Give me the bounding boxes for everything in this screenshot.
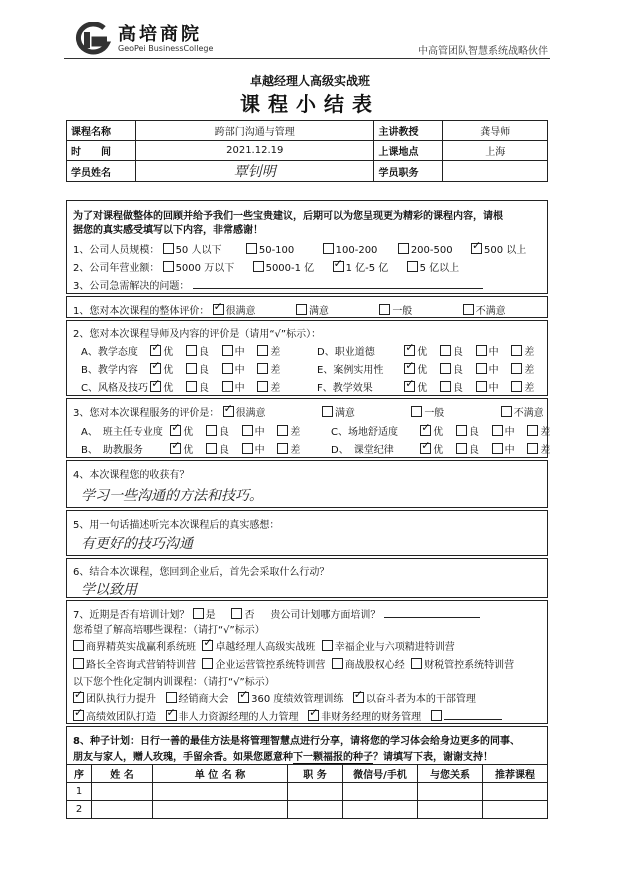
tagline: 中高管团队智慧系统战略伙伴 bbox=[418, 46, 548, 57]
s6-answer[interactable]: 学以致用 bbox=[81, 582, 137, 598]
student-value[interactable]: 覃钊明 bbox=[136, 161, 374, 182]
s7-custom-row-1 bbox=[73, 690, 476, 705]
s2-row-D bbox=[317, 343, 534, 358]
s2-E-grade-3-label: 中 bbox=[488, 365, 499, 376]
s2-F-grade-2-label: 良 bbox=[452, 383, 463, 394]
s3-checkbox-3[interactable] bbox=[411, 406, 422, 417]
s2-F-grade-3[interactable] bbox=[476, 381, 487, 392]
s3-D-grade-3-label: 中 bbox=[504, 445, 515, 456]
s2-item-A: A、教学态度 bbox=[81, 347, 138, 358]
seed-cell[interactable] bbox=[153, 801, 288, 819]
section-1-box bbox=[66, 296, 548, 318]
seed-cell[interactable] bbox=[92, 783, 153, 801]
section-8-box bbox=[66, 726, 548, 764]
s2-label: 2、您对本次课程导师及内容的评价是（请用“√”标示）： bbox=[73, 329, 322, 340]
student-label: 学员姓名 bbox=[67, 161, 136, 182]
s7-which-label: 贵公司计划哪方面培训？ bbox=[270, 610, 381, 621]
custom-2-checkbox[interactable] bbox=[166, 692, 177, 703]
s3-checkbox-2[interactable] bbox=[322, 406, 333, 417]
teacher-label: 主讲教授 bbox=[374, 121, 443, 141]
s2-C-grade-3-label: 中 bbox=[234, 383, 245, 394]
s2-B-grade-4[interactable] bbox=[257, 363, 268, 374]
s3-C-grade-2-label: 良 bbox=[468, 427, 479, 438]
s1-checkbox-2[interactable] bbox=[296, 304, 307, 315]
s2-D-grade-4-label: 差 bbox=[524, 347, 535, 358]
s3-option-2: 满意 bbox=[334, 408, 355, 419]
s1-label: 1、您对本次课程的整体评价： bbox=[73, 306, 210, 317]
s2-E-grade-2-label: 良 bbox=[452, 365, 463, 376]
s3-row-C bbox=[331, 423, 550, 438]
table-row bbox=[67, 801, 548, 819]
teacher-value[interactable]: 龚导师 bbox=[443, 121, 548, 141]
intro-text-2: 据您的真实感受填写以下内容，非常感谢！ bbox=[73, 225, 263, 236]
seed-cell[interactable] bbox=[288, 801, 343, 819]
s2-row-A bbox=[81, 343, 280, 358]
s3-C-grade-2[interactable] bbox=[456, 425, 467, 436]
s7-custom-row-2 bbox=[73, 708, 502, 723]
custom-7-checkbox[interactable] bbox=[308, 710, 319, 721]
s2-row-F bbox=[317, 379, 534, 394]
s3-D-grade-4-label: 差 bbox=[540, 445, 551, 456]
s2-F-grade-2[interactable] bbox=[440, 381, 451, 392]
s2-F-grade-4[interactable] bbox=[511, 381, 522, 392]
s2-B-grade-4-label: 差 bbox=[270, 365, 281, 376]
logo-english-name: GeoPei BusinessCollege bbox=[118, 44, 214, 53]
s7-no-checkbox[interactable] bbox=[231, 608, 242, 619]
q2-option-1: 5000 万以下 bbox=[175, 263, 235, 274]
s2-B-grade-2[interactable] bbox=[186, 363, 197, 374]
s8-text-2b: 下一颗福报的种子 bbox=[293, 752, 373, 763]
s7-which-answer-line[interactable] bbox=[384, 617, 480, 618]
s2-row-B bbox=[81, 361, 280, 376]
s3-B-grade-2-label: 良 bbox=[218, 445, 229, 456]
course-6-label: 商战股权心经 bbox=[344, 660, 405, 671]
seed-col-relation: 与您关系 bbox=[418, 765, 483, 783]
s8-text-1: 8、种子计划：日行一善的最佳方法是将管理智慧点进行分享，请将您的学习体会给身边更多的同事、 bbox=[73, 736, 520, 747]
s5-answer[interactable]: 有更好的技巧沟通 bbox=[81, 536, 193, 552]
logo-chinese-name: 高培商院 bbox=[118, 24, 202, 45]
course-title: 卓越经理人高级实战班 bbox=[249, 74, 370, 88]
q1-checkbox-5[interactable] bbox=[471, 243, 482, 254]
seed-cell[interactable] bbox=[418, 783, 483, 801]
s7-courses-row-1 bbox=[73, 638, 455, 653]
custom-5-label: 高绩效团队打造 bbox=[86, 712, 156, 723]
custom-5-checkbox[interactable] bbox=[73, 710, 84, 721]
s3-A-grade-1-label: 优 bbox=[183, 427, 194, 438]
q3-label: 3、公司急需解决的问题： bbox=[73, 281, 190, 292]
custom-3-label: 360 度绩效管理训练 bbox=[251, 694, 344, 705]
s8-text-2 bbox=[73, 748, 493, 763]
custom-7-label: 非财务经理的财务管理 bbox=[321, 712, 422, 723]
seed-cell[interactable] bbox=[483, 801, 548, 819]
s3-C-grade-1-label: 优 bbox=[433, 427, 444, 438]
seed-col-name: 姓 名 bbox=[92, 765, 153, 783]
s2-B-grade-1-label: 优 bbox=[163, 365, 174, 376]
custom-8-checkbox[interactable] bbox=[431, 710, 442, 721]
s3-D-grade-1-label: 优 bbox=[433, 445, 444, 456]
s3-C-grade-4-label: 差 bbox=[540, 427, 551, 438]
s8-text-2a: 朋友与家人，赠人玫瑰，手留余香。如果您愿意种 bbox=[73, 752, 293, 763]
s7-courses-row-2 bbox=[73, 656, 514, 671]
s2-item-F: F、教学效果 bbox=[317, 383, 373, 394]
s3-D-grade-1[interactable] bbox=[420, 443, 431, 454]
s3-B-grade-3-label: 中 bbox=[254, 445, 265, 456]
info-table bbox=[66, 120, 548, 182]
s7-yes-checkbox[interactable] bbox=[193, 608, 204, 619]
q1-checkbox-4[interactable] bbox=[398, 243, 409, 254]
s3-row bbox=[73, 404, 544, 419]
seed-col-course: 推荐课程 bbox=[483, 765, 548, 783]
s3-B-grade-4-label: 差 bbox=[290, 445, 301, 456]
s3-B-grade-4[interactable] bbox=[277, 443, 288, 454]
custom-8-answer-line[interactable] bbox=[444, 719, 502, 720]
s3-checkbox-1[interactable] bbox=[223, 406, 234, 417]
intro-box bbox=[66, 200, 548, 294]
s3-option-4: 不满意 bbox=[513, 408, 544, 419]
s2-item-B: B、教学内容 bbox=[81, 365, 138, 376]
section-7-box bbox=[66, 600, 548, 724]
s2-E-grade-4-label: 差 bbox=[524, 365, 535, 376]
s2-item-E: E、案例实用性 bbox=[317, 365, 384, 376]
custom-2-label: 经销商大会 bbox=[178, 694, 229, 705]
q1-label: 1、公司人员规模： bbox=[73, 245, 160, 256]
section-4-box bbox=[66, 460, 548, 508]
seed-cell[interactable] bbox=[343, 783, 418, 801]
course-name-label: 课程名称 bbox=[67, 121, 136, 141]
s3-checkbox-4[interactable] bbox=[501, 406, 512, 417]
s3-row-B bbox=[81, 441, 300, 456]
section-3-box bbox=[66, 398, 551, 458]
place-value[interactable]: 上海 bbox=[443, 141, 548, 161]
s2-E-grade-3[interactable] bbox=[476, 363, 487, 374]
q1-checkbox-2[interactable] bbox=[246, 243, 257, 254]
s2-C-grade-2[interactable] bbox=[186, 381, 197, 392]
q1-option-2: 50-100 bbox=[258, 245, 295, 256]
s2-E-grade-1-label: 优 bbox=[417, 365, 428, 376]
custom-6-label: 非人力资源经理的人力管理 bbox=[178, 712, 299, 723]
s3-C-grade-1[interactable] bbox=[420, 425, 431, 436]
s3-A-grade-1[interactable] bbox=[170, 425, 181, 436]
course-4-checkbox[interactable] bbox=[73, 658, 84, 669]
s2-D-grade-1-label: 优 bbox=[417, 347, 428, 358]
s2-row-C bbox=[81, 379, 280, 394]
s2-C-grade-3[interactable] bbox=[222, 381, 233, 392]
s2-A-grade-3-label: 中 bbox=[234, 347, 245, 358]
s3-D-grade-2-label: 良 bbox=[468, 445, 479, 456]
course-4-label: 路长全咨询式营销特训营 bbox=[86, 660, 196, 671]
s3-C-grade-3[interactable] bbox=[492, 425, 503, 436]
q2-option-4: 5 亿以上 bbox=[419, 263, 460, 274]
course-5-checkbox[interactable] bbox=[202, 658, 213, 669]
time-label: 时 间 bbox=[67, 141, 136, 161]
s2-B-grade-3-label: 中 bbox=[234, 365, 245, 376]
s2-E-grade-1[interactable] bbox=[404, 363, 415, 374]
s3-A-grade-4-label: 差 bbox=[290, 427, 301, 438]
s3-label: 3、您对本次课程服务的评价是： bbox=[73, 408, 220, 419]
seed-col-contact: 微信号/手机 bbox=[343, 765, 418, 783]
seed-cell[interactable] bbox=[288, 783, 343, 801]
s7-yes-label: 是 bbox=[205, 610, 216, 621]
section-6-box bbox=[66, 558, 548, 598]
s2-A-grade-4[interactable] bbox=[257, 345, 268, 356]
q1-option-5: 500 以上 bbox=[483, 245, 527, 256]
q2-option-3: 1 亿-5 亿 bbox=[345, 263, 389, 274]
course-1-label: 商界精英实战赢利系统班 bbox=[86, 642, 196, 653]
q1-row bbox=[73, 241, 526, 256]
q2-checkbox-4[interactable] bbox=[407, 261, 418, 272]
s2-C-grade-4[interactable] bbox=[257, 381, 268, 392]
s3-B-grade-2[interactable] bbox=[206, 443, 217, 454]
s2-D-grade-3-label: 中 bbox=[488, 347, 499, 358]
s3-B-grade-1[interactable] bbox=[170, 443, 181, 454]
s3-row-D bbox=[331, 441, 550, 456]
s2-A-grade-2-label: 良 bbox=[198, 347, 209, 358]
q2-row bbox=[73, 259, 459, 274]
header-divider bbox=[64, 58, 550, 59]
s1-checkbox-4[interactable] bbox=[463, 304, 474, 315]
place-label: 上课地点 bbox=[374, 141, 443, 161]
s2-C-grade-4-label: 差 bbox=[270, 383, 281, 394]
s3-C-grade-3-label: 中 bbox=[504, 427, 515, 438]
s3-item-C: C、场地舒适度 bbox=[331, 427, 398, 438]
q1-option-4: 200-500 bbox=[410, 245, 453, 256]
logo bbox=[74, 20, 234, 60]
s7-sub2: 以下您个性化定制内训课程：（请打“√”标示） bbox=[73, 677, 275, 688]
s2-C-grade-1-label: 优 bbox=[163, 383, 174, 394]
s3-A-grade-2-label: 良 bbox=[218, 427, 229, 438]
q2-option-2: 5000-1 亿 bbox=[265, 263, 315, 274]
s8-text-2c: ？请填写下表，谢谢支持！ bbox=[373, 752, 493, 763]
q2-checkbox-1[interactable] bbox=[163, 261, 174, 272]
seed-row-number: 2 bbox=[67, 801, 92, 819]
s3-item-A: A、 班主任专业度 bbox=[81, 427, 163, 438]
intro-text-1: 为了对课程做整体的回顾并给予我们一些宝贵建议，后期可以为您呈现更为精彩的课程内容，请根 bbox=[73, 211, 503, 222]
s2-C-grade-2-label: 良 bbox=[198, 383, 209, 394]
q3-answer-line[interactable] bbox=[193, 288, 483, 289]
s2-D-grade-1[interactable] bbox=[404, 345, 415, 356]
page-title: 课程小结表 bbox=[240, 92, 380, 116]
time-value[interactable]: 2021.12.19 bbox=[136, 141, 374, 161]
custom-3-checkbox[interactable] bbox=[238, 692, 249, 703]
course-2-label: 卓越经理人高级实战班 bbox=[215, 642, 316, 653]
s2-E-grade-4[interactable] bbox=[511, 363, 522, 374]
position-label: 学员职务 bbox=[374, 161, 443, 182]
seed-cell[interactable] bbox=[418, 801, 483, 819]
course-3-label: 幸福企业与六项精进特训营 bbox=[334, 642, 455, 653]
q1-checkbox-1[interactable] bbox=[163, 243, 174, 254]
s3-row-A bbox=[81, 423, 300, 438]
s3-A-grade-4[interactable] bbox=[277, 425, 288, 436]
q2-label: 2、公司年营业额： bbox=[73, 263, 160, 274]
custom-4-checkbox[interactable] bbox=[353, 692, 364, 703]
seed-plan-table bbox=[66, 764, 548, 819]
course-6-checkbox[interactable] bbox=[332, 658, 343, 669]
s2-D-grade-3[interactable] bbox=[476, 345, 487, 356]
seed-cell[interactable] bbox=[153, 783, 288, 801]
s3-A-grade-3-label: 中 bbox=[254, 427, 265, 438]
s7-row bbox=[73, 606, 480, 621]
s2-A-grade-4-label: 差 bbox=[270, 347, 281, 358]
section-5-box bbox=[66, 510, 548, 556]
s2-F-grade-1[interactable] bbox=[404, 381, 415, 392]
seed-table-header bbox=[67, 765, 548, 783]
s2-D-grade-2[interactable] bbox=[440, 345, 451, 356]
s4-label: 4、本次课程您的收获有？ bbox=[73, 470, 190, 481]
course-1-checkbox[interactable] bbox=[73, 640, 84, 651]
course-7-label: 财税管控系统特训营 bbox=[424, 660, 515, 671]
table-row bbox=[67, 783, 548, 801]
s7-label: 7、近期是否有培训计划？ bbox=[73, 610, 190, 621]
q2-checkbox-3[interactable] bbox=[333, 261, 344, 272]
s2-A-grade-1-label: 优 bbox=[163, 347, 174, 358]
s2-A-grade-2[interactable] bbox=[186, 345, 197, 356]
s2-item-D: D、职业道德 bbox=[317, 347, 375, 358]
seed-cell[interactable] bbox=[483, 783, 548, 801]
s2-B-grade-2-label: 良 bbox=[198, 365, 209, 376]
s1-row bbox=[73, 302, 506, 317]
course-3-checkbox[interactable] bbox=[322, 640, 333, 651]
s3-D-grade-3[interactable] bbox=[492, 443, 503, 454]
s7-sub1: 您希望了解高培哪些课程：（请打“√”标示） bbox=[73, 625, 265, 636]
s1-option-4: 不满意 bbox=[475, 306, 506, 317]
s1-checkbox-1[interactable] bbox=[213, 304, 224, 315]
s2-F-grade-4-label: 差 bbox=[524, 383, 535, 394]
s4-answer[interactable]: 学习一些沟通的方法和技巧。 bbox=[81, 488, 263, 504]
course-5-label: 企业运营管控系统特训营 bbox=[215, 660, 326, 671]
s2-item-C: C、风格及技巧 bbox=[81, 383, 148, 394]
q1-option-1: 50 人以下 bbox=[175, 245, 222, 256]
seed-row-number: 1 bbox=[67, 783, 92, 801]
q3-row bbox=[73, 277, 483, 292]
q1-checkbox-3[interactable] bbox=[323, 243, 334, 254]
s1-option-2: 满意 bbox=[308, 306, 329, 317]
seed-col-no: 序 bbox=[67, 765, 92, 783]
seed-col-title: 职 务 bbox=[288, 765, 343, 783]
s3-D-grade-2[interactable] bbox=[456, 443, 467, 454]
s3-option-3: 一般 bbox=[424, 408, 445, 419]
position-value[interactable] bbox=[443, 161, 548, 182]
s3-C-grade-4[interactable] bbox=[527, 425, 538, 436]
s2-A-grade-3[interactable] bbox=[222, 345, 233, 356]
s2-D-grade-4[interactable] bbox=[511, 345, 522, 356]
s3-B-grade-1-label: 优 bbox=[183, 445, 194, 456]
s3-item-D: D、 课堂纪律 bbox=[331, 445, 394, 456]
s2-B-grade-1[interactable] bbox=[150, 363, 161, 374]
s2-C-grade-1[interactable] bbox=[150, 381, 161, 392]
s1-checkbox-3[interactable] bbox=[379, 304, 390, 315]
custom-1-checkbox[interactable] bbox=[73, 692, 84, 703]
custom-4-label: 以奋斗者为本的干部管理 bbox=[365, 694, 476, 705]
s3-A-grade-3[interactable] bbox=[242, 425, 253, 436]
custom-1-label: 团队执行力提升 bbox=[86, 694, 156, 705]
s2-D-grade-2-label: 良 bbox=[452, 347, 463, 358]
s2-E-grade-2[interactable] bbox=[440, 363, 451, 374]
s2-A-grade-1[interactable] bbox=[150, 345, 161, 356]
s3-B-grade-3[interactable] bbox=[242, 443, 253, 454]
s2-B-grade-3[interactable] bbox=[222, 363, 233, 374]
s1-option-1: 很满意 bbox=[225, 306, 256, 317]
s3-item-B: B、 助教服务 bbox=[81, 445, 143, 456]
q2-checkbox-2[interactable] bbox=[253, 261, 264, 272]
s2-row-E bbox=[317, 361, 534, 376]
seed-cell[interactable] bbox=[92, 801, 153, 819]
q1-option-3: 100-200 bbox=[335, 245, 378, 256]
s2-F-grade-1-label: 优 bbox=[417, 383, 428, 394]
custom-6-checkbox[interactable] bbox=[166, 710, 177, 721]
seed-cell[interactable] bbox=[343, 801, 418, 819]
seed-col-company: 单 位 名 称 bbox=[153, 765, 288, 783]
logo-icon bbox=[74, 22, 112, 56]
s7-no-label: 否 bbox=[244, 610, 255, 621]
s2-F-grade-3-label: 中 bbox=[488, 383, 499, 394]
section-2-box bbox=[66, 320, 548, 396]
s6-label: 6、结合本次课程，您回到企业后，首先会采取什么行动？ bbox=[73, 567, 330, 578]
course-name-value[interactable]: 跨部门沟通与管理 bbox=[136, 121, 374, 141]
course-7-checkbox[interactable] bbox=[411, 658, 422, 669]
s1-option-3: 一般 bbox=[392, 306, 413, 317]
s3-A-grade-2[interactable] bbox=[206, 425, 217, 436]
s3-D-grade-4[interactable] bbox=[527, 443, 538, 454]
s3-option-1: 很满意 bbox=[235, 408, 266, 419]
course-2-checkbox[interactable] bbox=[202, 640, 213, 651]
s5-label: 5、用一句话描述听完本次课程后的真实感想： bbox=[73, 520, 280, 531]
